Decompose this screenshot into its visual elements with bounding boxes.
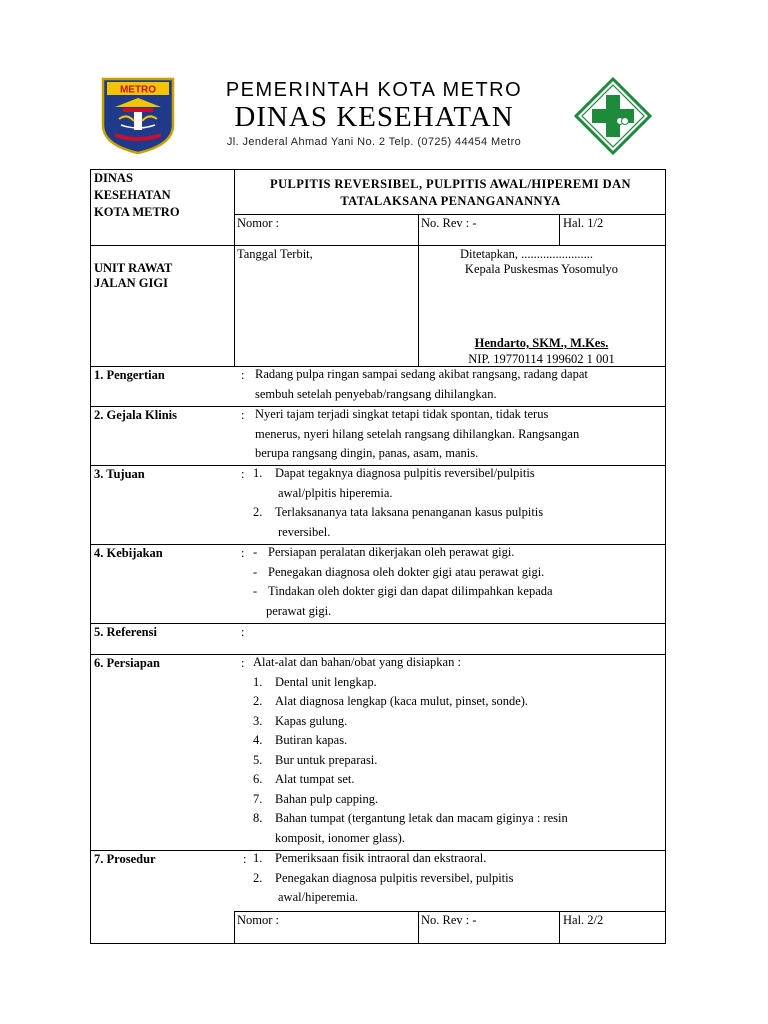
- list-item: [253, 770, 568, 790]
- list-item: [253, 673, 568, 693]
- title-line: PULPITIS REVERSIBEL, PULPITIS AWAL/HIPEREMI DAN: [270, 177, 631, 191]
- list-text: Persiapan peralatan dikerjakan oleh perawat gigi.: [268, 545, 515, 559]
- list-text: Bahan tumpat (tergantung letak dan macam giginya : resin: [275, 811, 568, 825]
- page-indicator: Hal. 1/2: [563, 216, 604, 230]
- government-name: PEMERINTAH KOTA METRO: [225, 79, 523, 101]
- org-line: KOTA METRO: [94, 205, 180, 219]
- signer-name: Hendarto, SKM., M.Kes.: [474, 336, 609, 350]
- list-item-continuation: perawat gigi.: [266, 603, 332, 618]
- list-text: Dapat tegaknya diagnosa pulpitis reversibel/pulpitis: [275, 466, 535, 480]
- list-item: [253, 849, 514, 869]
- list-number: 1.: [253, 851, 263, 865]
- document-title: [236, 176, 665, 210]
- list-dash: -: [253, 584, 258, 598]
- unit-line: JALAN GIGI: [94, 276, 168, 290]
- list-item: [253, 751, 568, 771]
- org-line: DINAS: [94, 171, 133, 185]
- list-text: Dental unit lengkap.: [275, 674, 377, 689]
- text-line: Nyeri tajam terjadi singkat tetapi tidak spontan, tidak terus: [255, 407, 549, 421]
- footer-nomor-label: Nomor :: [237, 913, 280, 927]
- footer-no-rev-label: No. Rev : -: [421, 913, 477, 927]
- kepala-title: Kepala Puskesmas Yosomulyo: [464, 262, 619, 276]
- list-item: [253, 563, 553, 583]
- list-number: 3.: [253, 713, 263, 728]
- list-item: [253, 692, 568, 712]
- title-line: TATALAKSANA PENANGANANNYA: [340, 194, 561, 208]
- section-pengertian-content: [255, 365, 588, 404]
- unit-name: [94, 261, 172, 291]
- no-rev-label: No. Rev : -: [421, 216, 477, 230]
- department-name: DINAS KESEHATAN: [234, 101, 514, 133]
- section-colon: :: [241, 467, 245, 481]
- list-text: Butiran kapas.: [275, 733, 348, 747]
- list-text: Alat tumpat set.: [275, 772, 355, 786]
- section-label: 1. Pengertian: [94, 368, 165, 382]
- section-colon: :: [241, 546, 245, 560]
- section-colon: :: [241, 368, 245, 382]
- nomor-label: Nomor :: [237, 216, 280, 230]
- list-item-continuation: komposit, ionomer glass).: [275, 830, 405, 845]
- list-number: 5.: [253, 752, 263, 767]
- section-colon: :: [243, 852, 247, 866]
- section-gejala-content: [255, 405, 579, 464]
- list-item-continuation: awal/hiperemia.: [278, 890, 359, 904]
- list-text: Penegakan diagnosa pulpitis reversibel, pulpitis: [275, 870, 514, 885]
- list-item: [253, 731, 568, 751]
- signer-nip: NIP. 19770114 199602 1 001: [468, 352, 615, 366]
- list-text: Alat diagnosa lengkap (kaca mulut, pinset, sonde).: [275, 694, 529, 708]
- list-number: 2.: [253, 870, 263, 885]
- list-text: Terlaksananya tata laksana penanganan kasus pulpitis: [275, 505, 544, 519]
- text-line: berupa rangsang dingin, panas, asam, manis.: [255, 446, 479, 460]
- list-item: [253, 503, 543, 523]
- text-line: menerus, nyeri hilang setelah rangsang dihilangkan. Rangsangan: [255, 426, 580, 441]
- list-item: [253, 543, 553, 563]
- footer-page-indicator: Hal. 2/2: [563, 913, 604, 927]
- section-persiapan-content: [253, 653, 568, 848]
- org-line: KESEHATAN: [94, 188, 171, 202]
- list-number: 4.: [253, 733, 263, 747]
- list-item-continuation: reversibel.: [278, 524, 331, 539]
- unit-line: UNIT RAWAT: [94, 261, 173, 275]
- section-tujuan-content: [253, 464, 543, 542]
- list-item: [253, 869, 514, 889]
- section-prosedur-content: [253, 849, 514, 908]
- section-label: 3. Tujuan: [94, 467, 145, 481]
- section-label: 4. Kebijakan: [94, 546, 163, 560]
- section-intro: Alat-alat dan bahan/obat yang disiapkan :: [253, 655, 461, 669]
- health-cross-icon: [574, 77, 652, 155]
- list-number: 1.: [253, 674, 263, 689]
- list-item: [253, 790, 568, 810]
- list-text: Tindakan oleh dokter gigi dan dapat dilimpahkan kepada: [268, 584, 553, 598]
- section-colon: :: [241, 408, 245, 422]
- list-number: 8.: [253, 811, 263, 825]
- list-item: [253, 582, 553, 602]
- section-colon: :: [241, 625, 245, 639]
- list-text: Kapas gulung.: [275, 713, 348, 728]
- list-dash: -: [253, 545, 258, 559]
- list-text: Bur untuk preparasi.: [275, 752, 378, 767]
- section-kebijakan-content: [253, 543, 553, 621]
- list-text: Penegakan diagnosa oleh dokter gigi atau perawat gigi.: [268, 564, 545, 579]
- section-label: 7. Prosedur: [94, 852, 156, 866]
- list-item: [253, 464, 543, 484]
- list-number: 6.: [253, 772, 263, 786]
- tanggal-terbit: Tanggal Terbit,: [237, 247, 313, 261]
- list-number: 1.: [253, 466, 263, 480]
- header-org: [94, 170, 180, 221]
- list-number: 2.: [253, 694, 263, 708]
- list-item-continuation: awal/plpitis hiperemia.: [278, 485, 393, 500]
- ditetapkan: Ditetapkan, .......................: [460, 247, 593, 261]
- section-label: 2. Gejala Klinis: [94, 408, 177, 422]
- list-number: 7.: [253, 791, 263, 806]
- list-text: Pemeriksaan fisik intraoral dan ekstraoral.: [275, 851, 487, 865]
- text-line: Radang pulpa ringan sampai sedang akibat rangsang, radang dapat: [255, 367, 588, 381]
- section-colon: :: [241, 656, 245, 670]
- list-text: Bahan pulp capping.: [275, 791, 379, 806]
- emblem-label: METRO: [119, 84, 157, 96]
- list-number: 2.: [253, 505, 263, 519]
- text-line: sembuh setelah penyebab/rangsang dihilangkan.: [255, 386, 497, 401]
- list-item: [253, 712, 568, 732]
- section-label: 6. Persiapan: [94, 656, 160, 670]
- list-item: [253, 809, 568, 829]
- department-address: Jl. Jenderal Ahmad Yani No. 2 Telp. (0725) 44454 Metro: [226, 136, 522, 148]
- section-label: 5. Referensi: [94, 625, 157, 639]
- city-emblem-icon: [101, 77, 175, 155]
- list-dash: -: [253, 564, 258, 579]
